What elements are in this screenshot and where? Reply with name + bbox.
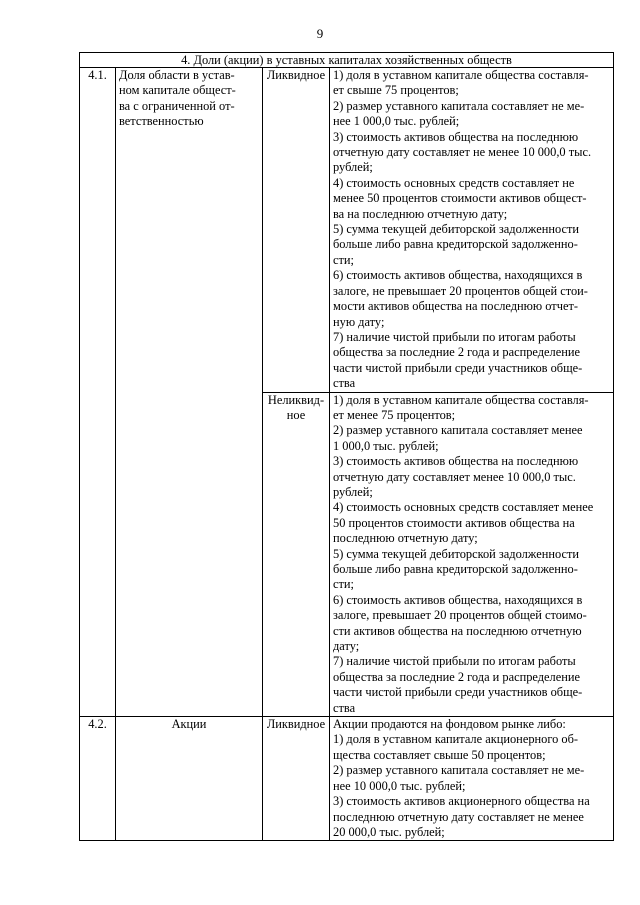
table-row — [80, 68, 614, 393]
criteria-line: рублей; — [333, 484, 373, 499]
criteria-line: 1) доля в уставном капитале общества составля- — [333, 68, 589, 82]
criteria-line: общества за последние 2 года и распределение — [333, 345, 580, 360]
liquidity-type-line: Ликвидное — [266, 717, 326, 732]
page-number: 9 — [316, 26, 324, 41]
criteria-cell — [330, 68, 614, 393]
criteria-line: части чистой прибыли среди участников обще- — [333, 360, 583, 375]
section-title: 4. Доли (акции) в уставных капиталах хозяйственных обществ — [80, 53, 614, 68]
criteria-line: 20 000,0 тыс. рублей; — [333, 824, 445, 839]
asset-name-line: Доля области в устав- — [119, 68, 235, 82]
criteria-line: 2) размер уставного капитала составляет не ме- — [333, 763, 585, 778]
asset-name-line: Акции — [171, 717, 207, 732]
criteria-line: мости активов общества на последнюю отчет- — [333, 299, 578, 314]
criteria-line: 6) стоимость активов общества, находящихся в — [333, 592, 583, 607]
criteria-line: 7) наличие чистой прибыли по итогам работы — [333, 654, 576, 669]
liquidity-type — [263, 68, 330, 393]
asset-name-line: ветственностью — [119, 114, 204, 129]
asset-name-line: ном капитале общест- — [119, 83, 236, 98]
criteria-line: сти активов общества на последнюю отчетную — [333, 623, 582, 638]
row-number: 4.2. — [80, 717, 116, 841]
table-row — [80, 717, 614, 841]
liquidity-type-line: Неликвид- — [267, 392, 325, 407]
criteria-line: больше либо равна кредиторской задолженно- — [333, 562, 578, 576]
criteria-line: менее 50 процентов стоимости активов общест- — [333, 191, 587, 206]
criteria-line: 1 000,0 тыс. рублей; — [333, 438, 439, 453]
liquidity-type-line: Ликвидное — [266, 68, 326, 82]
section-header-row — [80, 53, 614, 68]
criteria-line: 1) доля в уставном капитале общества составля- — [333, 392, 589, 407]
criteria-line: 1) доля в уставном капитале акционерного об- — [333, 732, 579, 747]
assets-table — [79, 52, 614, 841]
criteria-line: 3) стоимость активов акционерного общества на — [333, 794, 590, 809]
criteria-line: сти; — [333, 577, 354, 592]
criteria-line: дату; — [333, 639, 360, 654]
asset-name-line: ва с ограниченной от- — [119, 98, 235, 113]
criteria-line: ную дату; — [333, 314, 385, 329]
criteria-line: 2) размер уставного капитала составляет не ме- — [333, 98, 585, 113]
criteria-line: 6) стоимость активов общества, находящихся в — [333, 268, 583, 283]
criteria-line: последнюю отчетную дату составляет не менее — [333, 809, 584, 824]
criteria-line: 5) сумма текущей дебиторской задолженности — [333, 546, 580, 561]
criteria-line: 4) стоимость основных средств составляет менее — [333, 500, 594, 515]
criteria-line: 3) стоимость активов общества на последнюю — [333, 454, 579, 469]
criteria-line: 7) наличие чистой прибыли по итогам работы — [333, 329, 576, 344]
criteria-line: ет свыше 75 процентов; — [333, 83, 459, 98]
liquidity-type-line: ное — [286, 407, 306, 422]
criteria-line: последнюю отчетную дату; — [333, 531, 478, 546]
criteria-line: залоге, не превышает 20 процентов общей стои- — [333, 283, 588, 298]
criteria-line: ет менее 75 процентов; — [333, 407, 456, 422]
criteria-line: 5) сумма текущей дебиторской задолженности — [333, 222, 580, 237]
asset-name — [116, 717, 263, 841]
criteria-line: 4) стоимость основных средств составляет не — [333, 175, 575, 190]
liquidity-type — [263, 717, 330, 841]
criteria-line: 2) размер уставного капитала составляет менее — [333, 423, 583, 438]
criteria-line: ства — [333, 700, 356, 715]
criteria-line: 50 процентов стоимости активов общества на — [333, 515, 575, 530]
criteria-line: 3) стоимость активов общества на последнюю — [333, 129, 579, 144]
criteria-line: Акции продаются на фондовом рынке либо: — [333, 717, 566, 732]
criteria-line: ва на последнюю отчетную дату; — [333, 206, 508, 221]
criteria-line: рублей; — [333, 160, 373, 175]
liquidity-type — [263, 392, 330, 717]
criteria-line: залоге, превышает 20 процентов общей стоимо- — [333, 608, 587, 623]
criteria-line: нее 1 000,0 тыс. рублей; — [333, 114, 460, 129]
criteria-line: общества за последние 2 года и распределение — [333, 669, 580, 684]
criteria-line: ства — [333, 376, 356, 391]
criteria-line: части чистой прибыли среди участников обще- — [333, 685, 583, 700]
criteria-line: щества составляет свыше 50 процентов; — [333, 747, 546, 762]
criteria-line: больше либо равна кредиторской задолженно- — [333, 237, 578, 252]
criteria-line: нее 10 000,0 тыс. рублей; — [333, 778, 466, 793]
asset-name — [116, 68, 263, 717]
criteria-cell — [330, 717, 614, 841]
criteria-line: отчетную дату составляет не менее 10 000,0 тыс. — [333, 145, 592, 160]
criteria-line: отчетную дату составляет менее 10 000,0 тыс. — [333, 469, 576, 484]
criteria-cell — [330, 392, 614, 717]
row-number: 4.1. — [80, 68, 116, 717]
criteria-line: сти; — [333, 252, 354, 267]
